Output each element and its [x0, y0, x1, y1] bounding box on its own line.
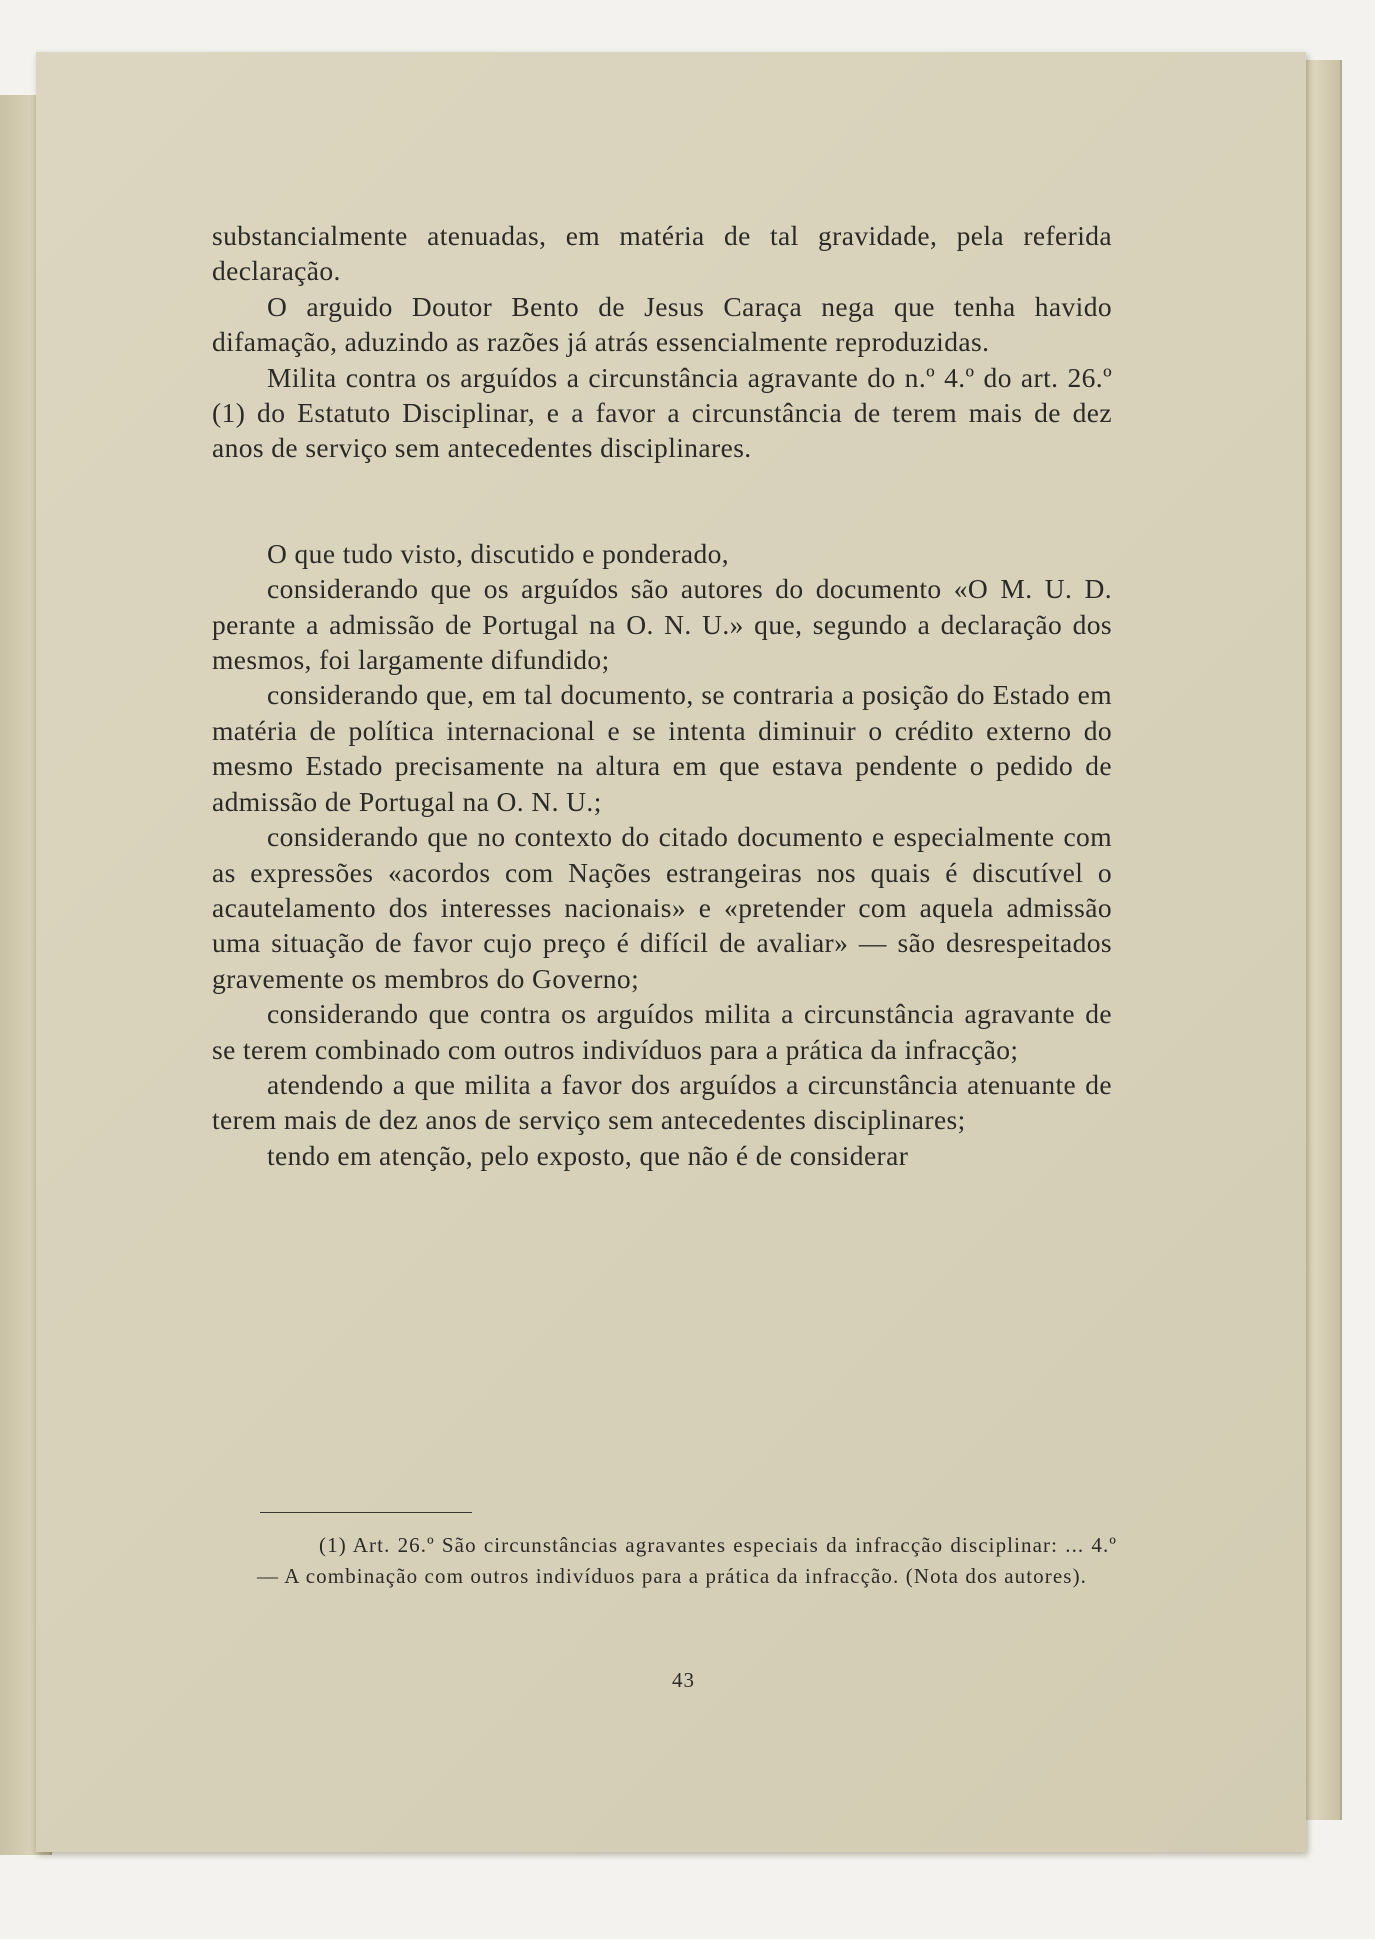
- paragraph-considering-combined: considerando que contra os arguídos milita a circunstância agravante de se terem combinado com outros indivíduos para a prática da infracção;: [212, 998, 1112, 1065]
- paragraph-attending-mitigating: atendendo a que milita a favor dos arguídos a circunstância atenuante de terem mais de dez anos de serviço sem antecedentes disciplinares;: [212, 1068, 1112, 1136]
- footnote-text: (1) Art. 26.º São circunstâncias agravantes especiais da infracção disciplinar: ... 4.º — A combinação com outros indivíduos para a prática da infracção. (Nota dos autores).: [257, 1533, 1117, 1588]
- paragraph-considering-expressions: considerando que no contexto do citado documento e especialmente com as expressões «acordos com Nações estrangeiras nos quais é discutível o acautelamento dos interesses nacionais» e «pretender com aquela admissão uma situação de favor cujo preço é difícil de avaliar» — são desrespeitados gravemente os membros do Governo;: [212, 821, 1112, 994]
- body-text: [212, 218, 1112, 1173]
- paragraph-considering-contrary: considerando que, em tal documento, se contraria a posição do Estado em matéria de política internacional e se intenta diminuir o crédito externo do mesmo Estado precisamente na altura em que estava pendente o pedido de admissão de Portugal na O. N. U.;: [212, 679, 1112, 817]
- footnote-divider: [260, 1512, 472, 1513]
- paragraph-caraca-denial: O arguido Doutor Bento de Jesus Caraça nega que tenha havido difamação, aduzindo as razões já atrás essencialmente reproduzidas.: [212, 290, 1112, 358]
- paragraph-taking-into-account: tendo em atenção, pelo exposto, que não é de considerar: [267, 1139, 909, 1171]
- section-gap: [212, 466, 1112, 536]
- paragraph-continuation: substancialmente atenuadas, em matéria de tal gravidade, pela referida declaração.: [212, 220, 1112, 287]
- paragraph-preamble: O que tudo visto, discutido e ponderado,: [267, 537, 730, 569]
- paragraph-considering-authors: considerando que os arguídos são autores do documento «O M. U. D. perante a admissão de Portugal na O. N. U.» que, segundo a declaração dos mesmos, foi largamente difundido;: [212, 573, 1112, 676]
- paragraph-aggravating-circumstance: Milita contra os arguídos a circunstância agravante do n.º 4.º do art. 26.º (1) do Estatuto Disciplinar, e a favor a circunstância de terem mais de dez anos de serviço sem antecedentes disciplinares.: [212, 361, 1112, 464]
- page-number: 43: [672, 1668, 695, 1692]
- footnote: [257, 1530, 1117, 1592]
